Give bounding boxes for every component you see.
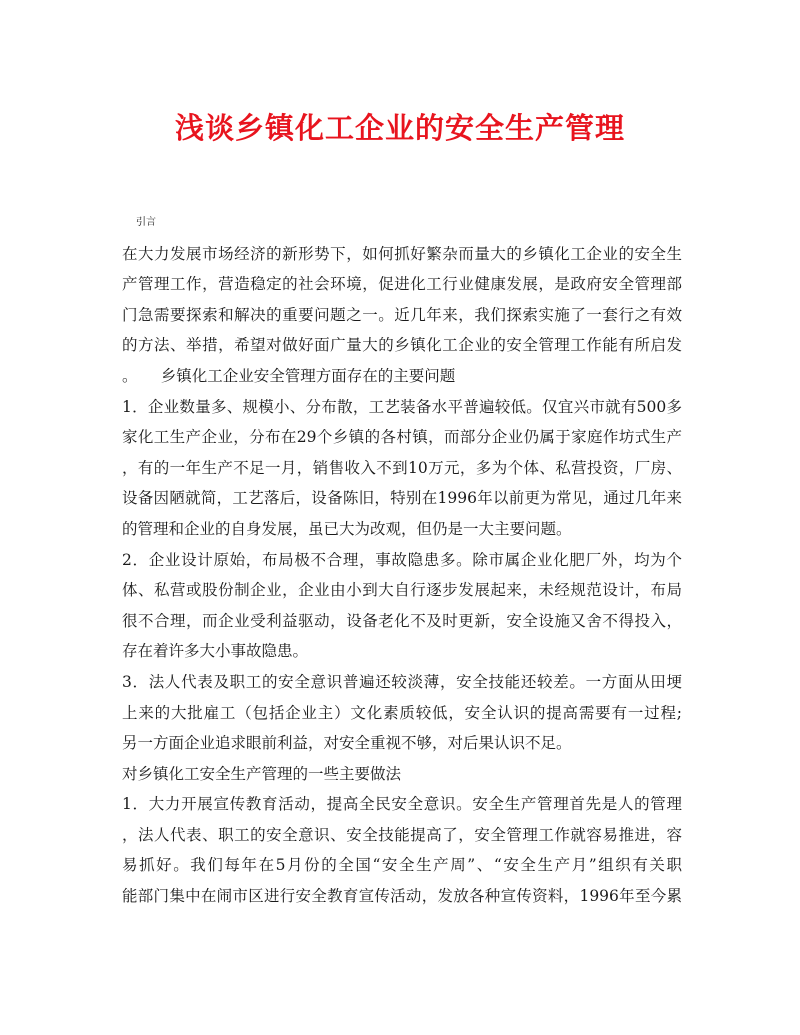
paragraph-line: 另一方面企业追求眼前利益，对安全重视不够，对后果认识不足。 [122, 734, 572, 753]
paragraph-line: 3．法人代表及职工的安全意识普遍还较淡薄，安全技能还较差。一方面从田埂 [122, 672, 682, 691]
paragraph-line: 家化工生产企业，分布在29个乡镇的各村镇，而部分企业仍属于家庭作坊式生产 [122, 428, 682, 447]
paragraph-line: 引言 [136, 217, 156, 228]
paragraph-line: 门急需要探索和解决的重要问题之一。近几年来，我们探索实施了一套行之有效 [122, 305, 682, 324]
paragraph-line: 在大力发展市场经济的新形势下，如何抓好繁杂而量大的乡镇化工企业的安全生 [122, 244, 682, 263]
paragraph-line: 上来的大批雇工（包括企业主）文化素质较低，安全认识的提高需要有一过程; [122, 703, 682, 722]
paragraph-line: 设备因陋就简，工艺落后，设备陈旧，特别在1996年以前更为常见，通过几年来 [122, 489, 682, 508]
paragraph-line: ，有的一年生产不足一月，销售收入不到10万元，多为个体、私营投资，厂房、 [122, 458, 682, 477]
paragraph-line: 1．企业数量多、规模小、分布散，工艺装备水平普遍较低。仅宜兴市就有500多 [122, 397, 682, 416]
document-body [122, 208, 682, 912]
paragraph-line: 2．企业设计原始，布局极不合理，事故隐患多。除市属企业化肥厂外，均为个 [122, 550, 682, 569]
paragraph-line: 很不合理，而企业受利益驱动，设备老化不及时更新，安全设施又舍不得投入， [122, 611, 682, 630]
paragraph-line: 易抓好。我们每年在5月份的全国“安全生产周”、“安全生产月”组织有关职 [122, 856, 682, 875]
paragraph-line: 。 乡镇化工企业安全管理方面存在的主要问题 [122, 366, 456, 385]
paragraph-line: 产管理工作，营造稳定的社会环境，促进化工行业健康发展，是政府安全管理部 [122, 275, 682, 294]
paragraph-line: 1．大力开展宣传教育活动，提高全民安全意识。安全生产管理首先是人的管理 [122, 795, 682, 814]
paragraph-line: 的方法、举措，希望对做好面广量大的乡镇化工企业的安全管理工作能有所启发 [122, 336, 682, 355]
paragraph-line: 能部门集中在闹市区进行安全教育宣传活动，发放各种宣传资料，1996年至今累 [122, 887, 682, 906]
paragraph-line: 存在着许多大小事故隐患。 [122, 642, 309, 661]
paragraph-line: ，法人代表、职工的安全意识、安全技能提高了，安全管理工作就容易推进，容 [122, 825, 682, 844]
document-title: 浅谈乡镇化工企业的安全生产管理 [174, 111, 625, 145]
paragraph-line: 对乡镇化工安全生产管理的一些主要做法 [122, 764, 402, 783]
paragraph-line: 体、私营或股份制企业，企业由小到大自行逐步发展起来，未经规范设计，布局 [122, 581, 682, 600]
paragraph-line: 的管理和企业的自身发展，虽已大为改观，但仍是一大主要问题。 [122, 519, 572, 538]
